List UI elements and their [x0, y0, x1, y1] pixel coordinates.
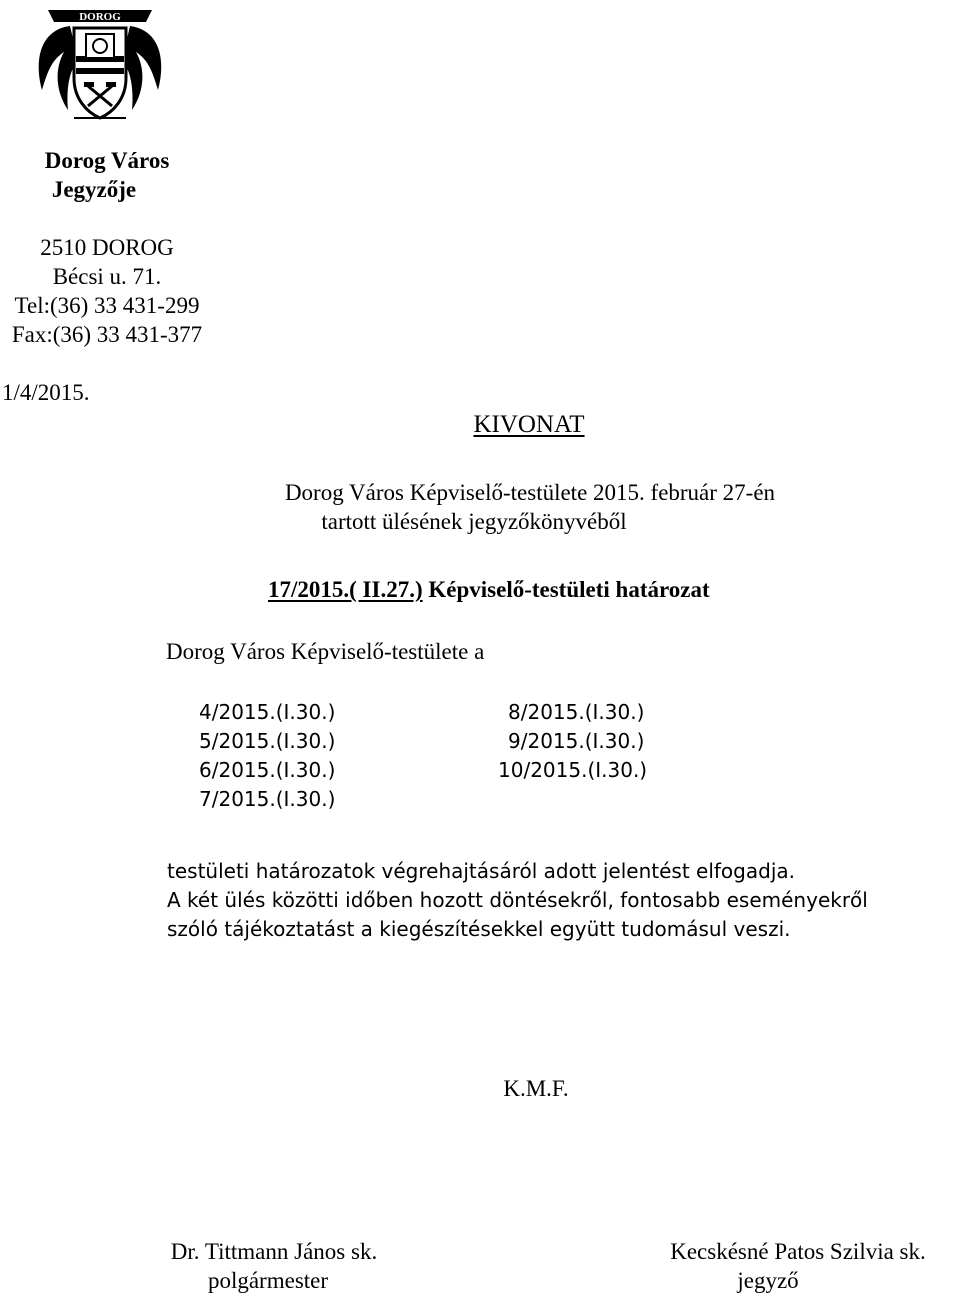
subtitle-line-2: tartott ülésének jegyzőkönyvéből [321, 509, 627, 534]
resolution-ref-left-1: 4/2015.(I.30.) [199, 700, 336, 724]
fax: Fax:(36) 33 431-377 [11, 322, 203, 347]
signatory-left-name: Dr. Tittmann János sk. [170, 1239, 378, 1264]
resolution-intro: Dorog Város Képviselő-testülete a [166, 639, 485, 664]
signatory-left-title: polgármester [207, 1268, 329, 1293]
resolution-ref-left-3: 6/2015.(I.30.) [199, 758, 336, 782]
resolution-heading [268, 575, 710, 604]
resolution-ref-right-2: 9/2015.(I.30.) [508, 729, 645, 753]
kmf-mark: K.M.F. [503, 1076, 569, 1101]
subtitle-line-1: Dorog Város Képviselő-testülete 2015. február 27-én [284, 480, 776, 505]
city-crest-icon [30, 0, 170, 126]
resolution-ref-left-4: 7/2015.(I.30.) [199, 787, 336, 811]
signatory-right-title: jegyző [737, 1268, 799, 1293]
resolution-number: 17/2015.( II.27.) [268, 577, 423, 602]
resolution-ref-right-3: 10/2015.(I.30.) [498, 758, 648, 782]
resolution-body-line-1: testületi határozatok végrehajtásáról adott jelentést elfogadja. [167, 859, 795, 883]
office-title: Jegyzője [51, 177, 137, 202]
reference-number: 1/4/2015. [2, 380, 90, 405]
resolution-ref-left-2: 5/2015.(I.30.) [199, 729, 336, 753]
telephone: Tel:(36) 33 431-299 [14, 293, 200, 318]
address-line-1: 2510 DOROG [40, 235, 174, 260]
document-heading: KIVONAT [473, 411, 585, 438]
resolution-ref-right-1: 8/2015.(I.30.) [508, 700, 645, 724]
resolution-body-line-2: A két ülés közötti időben hozott döntésekről, fontosabb eseményekről [167, 888, 868, 912]
crest-ribbon-text: DOROG [79, 11, 121, 23]
office-name: Dorog Város [44, 148, 170, 173]
resolution-label: Képviselő-testületi határozat [422, 577, 710, 602]
address-line-2: Bécsi u. 71. [52, 264, 162, 289]
resolution-body-line-3: szóló tájékoztatást a kiegészítésekkel együtt tudomásul veszi. [167, 917, 791, 941]
signatory-right-name: Kecskésné Patos Szilvia sk. [670, 1239, 926, 1264]
